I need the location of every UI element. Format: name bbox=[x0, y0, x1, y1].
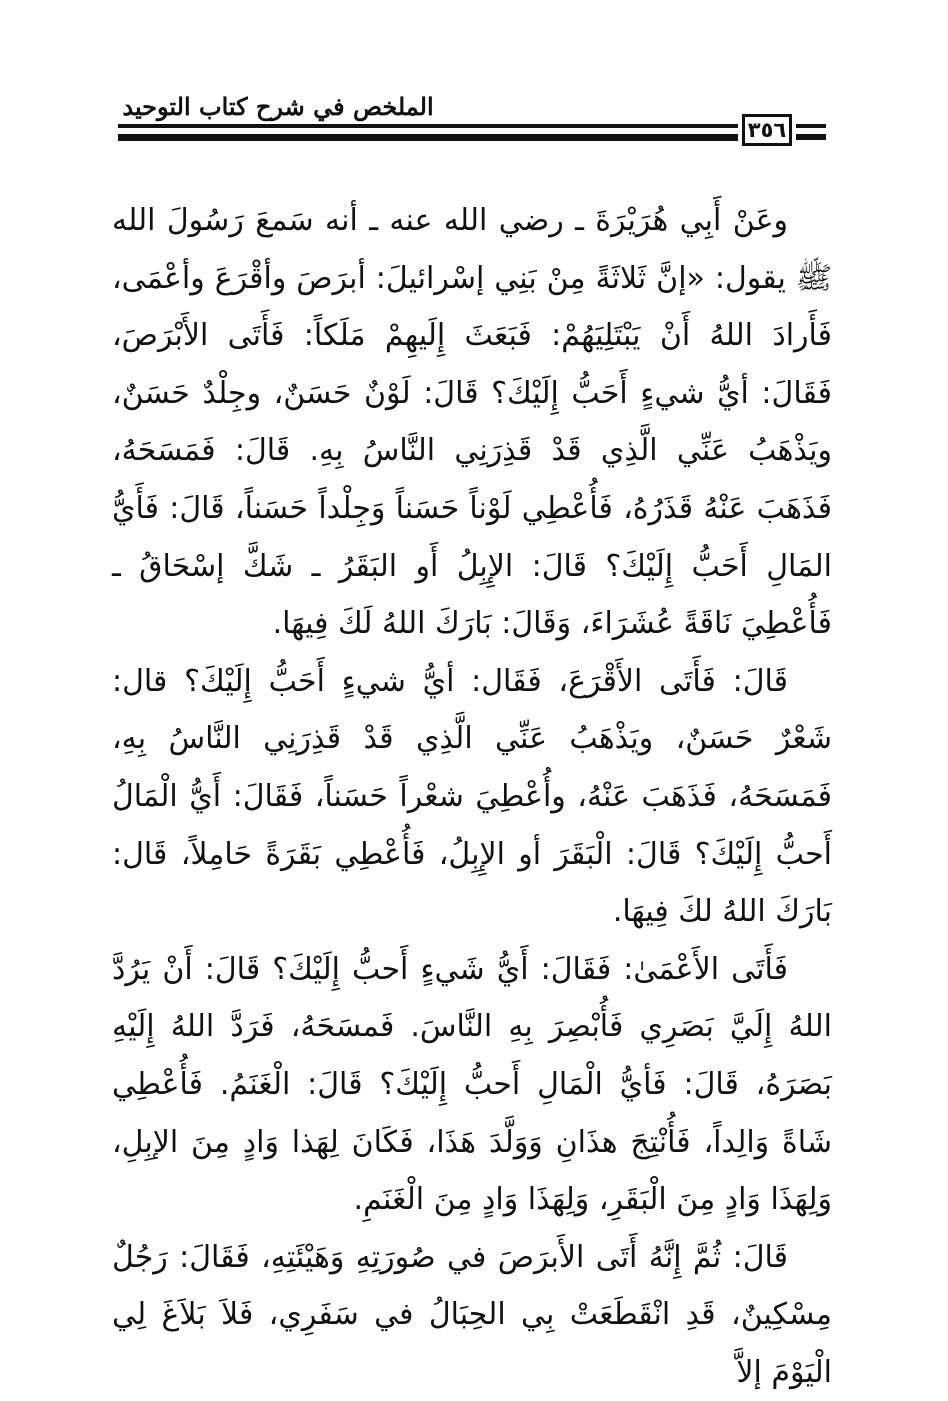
page-number-bar-thin bbox=[796, 124, 826, 128]
header-rule-thin bbox=[118, 124, 738, 128]
header-rule-thick bbox=[118, 134, 738, 141]
main-text bbox=[112, 192, 832, 1401]
paragraph-3: فَأَتَى الأَعْمَىٰ: فَقَالَ: أَيُّ شَيءٍ أَحبُّ إِلَيْكَ؟ قَالَ: أَنْ يَرُدَّ اللهُ إِلَيَّ بَصَرِي فَأُبْصِرَ بِهِ النَّاسَ. فَمسَحَهُ، فَرَدَّ اللهُ إِلَيْهِ بَصَرَهُ، قَالَ: فَأيُّ الْمَالِ أَحبُّ إِلَيْكَ؟ قَالَ: الْغَنَمُ. فَأُعْطِي شَاةً وَالِداً، فَأُنْتِجَ هذَانِ وَوَلَّدَ هَذَا، فَكَانَ لِهَذا وَادٍ مِنَ الإبِلِ، وَلِهَذَا وَادٍ مِنَ الْبَقَرِ، وَلِهَذَا وَادٍ مِنَ الْغَنَمِ. bbox=[112, 951, 832, 1218]
page-number-bar-thick bbox=[796, 134, 826, 140]
paragraph-2: قَالَ: فَأَتَى الأَقْرَعَ، فَقَال: أيُّ شيءٍ أَحَبُّ إِلَيْكَ؟ قال: شَعْرٌ حَسَنٌ، ويَذْهَبُ عَنِّي الَّذِي قَدْ قَذِرَنِي النَّاسُ بِهِ، فَمَسَحَهُ، فَذَهَبَ عَنْهُ، وأُعْطِيَ شعْراً حَسَناً، فَقَالَ: أَيُّ الْمَالُ أَحبُّ إِلَيْكَ؟ قَالَ: الْبَقَرَ أو الإِبِلُ، فَأُعْطِي بَقَرَةً حَامِلاً، قَال: بَارَكَ اللهُ لكَ فِيهَا. bbox=[112, 663, 832, 930]
running-header-title: الملخص في شرح كتاب التوحيد bbox=[122, 92, 434, 121]
page-number: ٣٥٦ bbox=[742, 114, 792, 146]
paragraph-1: وعَنْ أَبِي هُرَيْرَةَ ـ رضي الله عنه ـ أنه سَمعَ رَسُولَ الله ﷺ يقول: «إنَّ ثَلاثَةً مِنْ بَنِي إسْرائيلَ: أبرَصَ وأقْرَعَ وأعْمَى، فَأَرادَ اللهُ أَنْ يَبْتَلِيَهُمْ: فَبَعَثَ إِلَيهِمْ مَلَكاً: فَأَتَى الأَبْرَصَ، فَقَالَ: أيُّ شيءٍ أَحَبُّ إِلَيْكَ؟ قَالَ: لَوْنٌ حَسَنٌ، وجِلْدٌ حَسَنٌ، ويَذْهَبُ عَنِّي الَّذِي قَدْ قَذِرَنِي النَّاسُ بِهِ. قَالَ: فَمَسَحَهُ، فَذَهَبَ عَنْهُ قَذَرُهُ، فَأُعْطِي لَوْناً حَسَناً وَجِلْداً حَسَناً، قَالَ: فَأَيُّ المَالِ أَحَبُّ إِلَيْكَ؟ قَالَ: الإِبِلُ أَو البَقَرُ ـ شَكَّ إسْحَاقُ ـ فَأُعْطِيَ نَاقَةً عُشَرَاءَ، وَقَالَ: بَارَكَ اللهُ لَكَ فِيهَا. bbox=[112, 203, 832, 642]
paragraph-4: قَالَ: ثُمَّ إِنَّهُ أَتَى الأَبرَصَ في صُورَتِهِ وَهَيْئَتِهِ، فَقَالَ: رَجُلٌ مِسْكِينٌ، قَدِ انْقَطَعَتْ بِي الحِبَالُ في سَفَرِي، فَلاَ بَلاَغَ لِي الْيَوْمَ إلاَّ bbox=[112, 1239, 832, 1390]
